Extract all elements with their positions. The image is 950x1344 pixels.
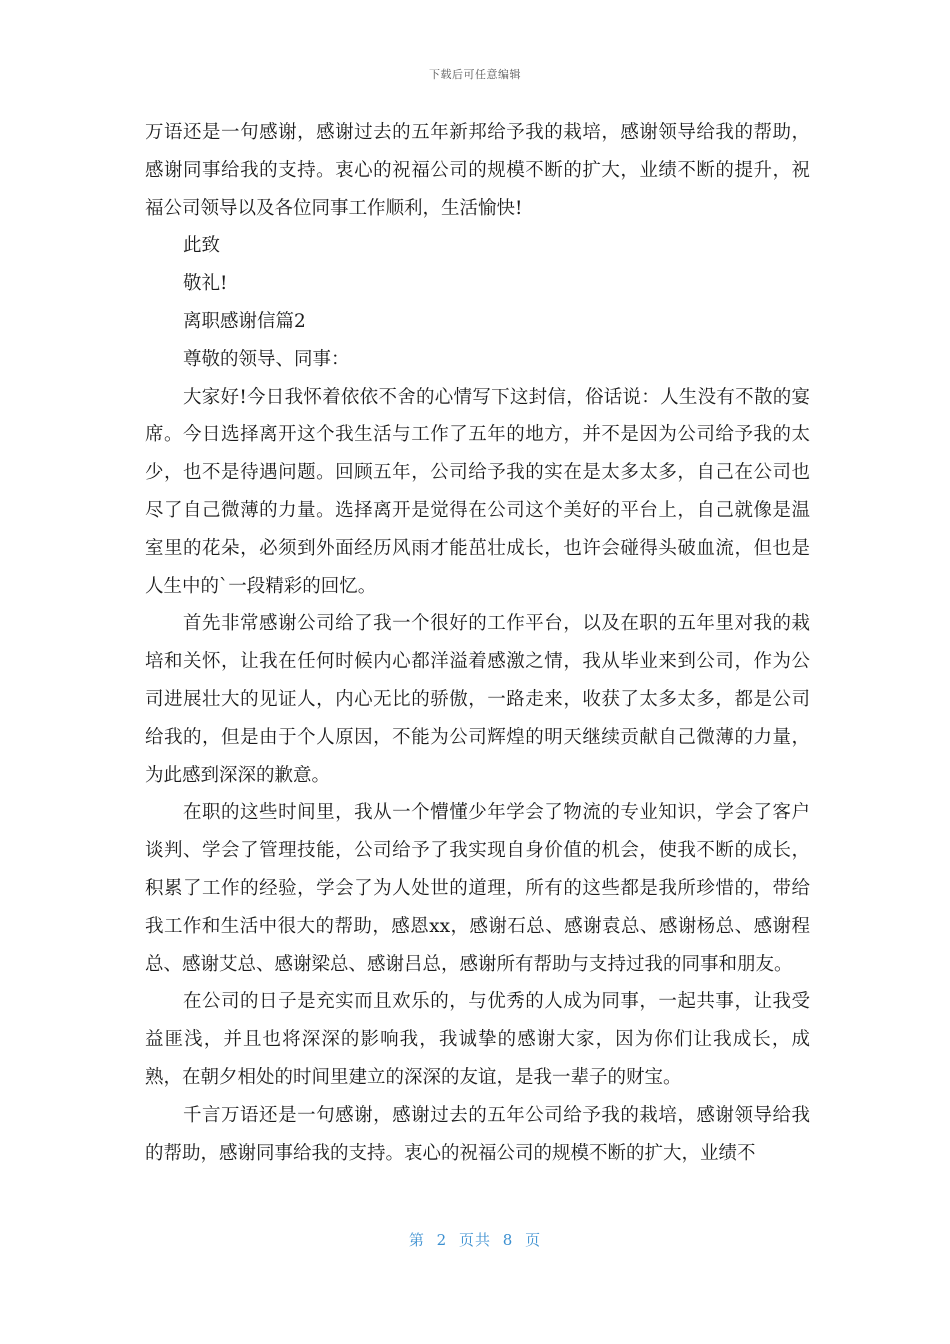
paragraph-3: 敬礼! (183, 273, 228, 295)
page-number-footer: 第 2 页共 8 页 (408, 1231, 542, 1249)
paragraph-6: 大家好!今日我怀着依依不舍的心情写下这封信，俗话说：人生没有不散的宴席。今日选择离开这个我生活与工作了五年的地方，并不是因为公司给予我的太少，也不是待遇问题。回顾五年，公司给予我的实在是太多太多，自己在公司也尽了自己微薄的力量。选择离开是觉得在公司这个美好的平台上，自己就像是温室里的花朵，必须到外面经历风雨才能茁壮成长，也许会碰得头破血流，但也是人生中的`一段精彩的回忆。 (145, 386, 810, 597)
salutation: 尊敬的领导、同事： (183, 348, 350, 370)
page-header: 下载后可任意编辑 (429, 68, 521, 81)
section-heading: 离职感谢信篇2 (183, 310, 306, 332)
document-body (145, 114, 810, 1172)
paragraph-7: 首先非常感谢公司给了我一个很好的工作平台，以及在职的五年里对我的栽培和关怀，让我在任何时候内心都洋溢着感激之情，我从毕业来到公司，作为公司进展壮大的见证人，内心无比的骄傲，一路走来，收获了太多太多，都是公司给我的，但是由于个人原因，不能为公司辉煌的明天继续贡献自己微薄的力量，为此感到深深的歉意。 (145, 613, 810, 786)
paragraph-10: 千言万语还是一句感谢，感谢过去的五年公司给予我的栽培，感谢领导给我的帮助，感谢同事给我的支持。衷心的祝福公司的规模不断的扩大，业绩不 (145, 1104, 810, 1164)
paragraph-8: 在职的这些时间里，我从一个懵懂少年学会了物流的专业知识，学会了客户谈判、学会了管理技能，公司给予了我实现自身价值的机会，使我不断的成长，积累了工作的经验，学会了为人处世的道理，所有的这些都是我所珍惜的，带给我工作和生活中很大的帮助，感恩xx，感谢石总、感谢袁总、感谢杨总、感谢程总、感谢艾总、感谢梁总、感谢吕总，感谢所有帮助与支持过我的同事和朋友。 (145, 802, 810, 975)
paragraph-1: 万语还是一句感谢，感谢过去的五年新邦给予我的栽培，感谢领导给我的帮助，感谢同事给我的支持。衷心的祝福公司的规模不断的扩大，业绩不断的提升，祝福公司领导以及各位同事工作顺利，生活愉快! (145, 122, 810, 219)
paragraph-9: 在公司的日子是充实而且欢乐的，与优秀的人成为同事，一起共事，让我受益匪浅，并且也将深深的影响我，我诚挚的感谢大家，因为你们让我成长，成熟，在朝夕相处的时间里建立的深深的友谊，是我一辈子的财宝。 (145, 991, 810, 1088)
paragraph-2: 此致 (183, 235, 221, 257)
